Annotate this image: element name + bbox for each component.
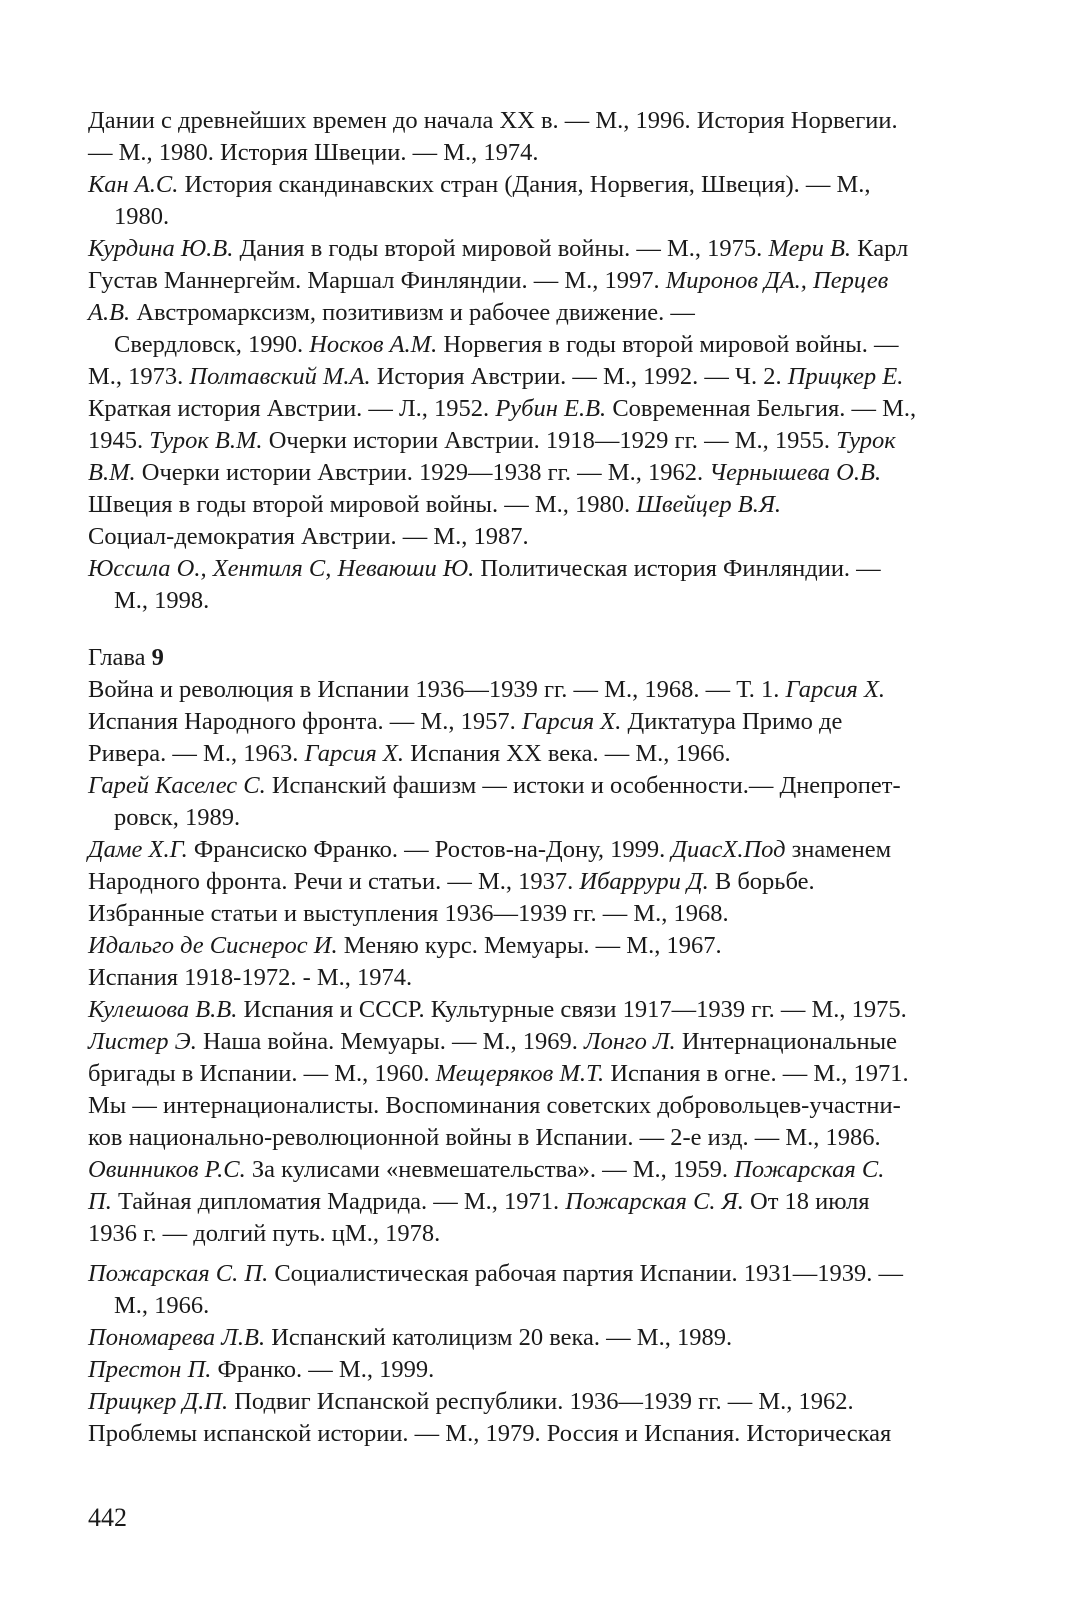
text-segment: знаменем bbox=[785, 836, 892, 863]
author-name: Носков А.М. bbox=[309, 331, 438, 358]
text-segment: История скандинавских стран (Дания, Норвегия, Швеция). — М., bbox=[178, 171, 871, 198]
author-name: П. bbox=[88, 1188, 112, 1215]
text-segment: Меняю курс. Мемуары. — М., 1967. bbox=[337, 932, 722, 959]
text-line bbox=[88, 1258, 993, 1290]
text-segment: Наша война. Мемуары. — М., 1969. bbox=[196, 1028, 585, 1055]
author-name: Чернышева О.В. bbox=[709, 459, 882, 486]
text-segment: Дании с древнейших времен до начала XX в. — М., 1996. История Норвегии. bbox=[88, 107, 898, 134]
text-segment: Социал-демократия Австрии. — М., 1987. bbox=[88, 523, 529, 550]
text-segment: ровск, 1989. bbox=[114, 804, 241, 831]
author-name: Мери В. bbox=[768, 235, 852, 262]
text-segment: В борьбе. bbox=[708, 868, 815, 895]
text-segment: Краткая история Австрии. — Л., 1952. bbox=[88, 395, 496, 422]
text-segment: М., 1966. bbox=[114, 1292, 210, 1319]
author-name: Гарсия X. bbox=[785, 676, 886, 703]
text-line bbox=[88, 297, 993, 329]
text-line bbox=[88, 1186, 993, 1218]
text-line bbox=[88, 866, 993, 898]
text-line bbox=[88, 1154, 993, 1186]
text-line bbox=[88, 265, 993, 297]
author-name: ДиасХ.Под bbox=[671, 836, 786, 863]
text-line bbox=[88, 1218, 993, 1250]
author-name: Пожарская С. П. bbox=[88, 1260, 269, 1287]
text-segment: 1936 г. — долгий путь. цМ., 1978. bbox=[88, 1220, 441, 1247]
author-name: Турок bbox=[836, 427, 896, 454]
author-name: Полтавский М.А. bbox=[189, 363, 371, 390]
text-line bbox=[88, 361, 993, 393]
author-name: Прицкер Е. bbox=[787, 363, 904, 390]
author-name: Рубин Е.В. bbox=[495, 395, 607, 422]
text-segment: История Австрии. — М., 1992. — Ч. 2. bbox=[370, 363, 788, 390]
text-segment: Очерки истории Австрии. 1918—1929 гг. — М., 1955. bbox=[262, 427, 837, 454]
author-name: Даме Х.Г. bbox=[88, 836, 188, 863]
text-segment: Испания 1918-1972. - М., 1974. bbox=[88, 964, 413, 991]
text-segment: Испания Народного фронта. — М., 1957. bbox=[88, 708, 522, 735]
author-name: Пожарская С. bbox=[734, 1156, 885, 1183]
text-segment: Испанский фашизм — истоки и особенности.— Днепропет- bbox=[265, 772, 901, 799]
text-segment: Подвиг Испанской республики. 1936—1939 гг. — М., 1962. bbox=[228, 1388, 854, 1415]
text-segment: Очерки истории Австрии. 1929—1938 гг. — М., 1962. bbox=[135, 459, 710, 486]
author-name: Кулешова В.В. bbox=[88, 996, 238, 1023]
text-line bbox=[88, 1322, 993, 1354]
page-number: 442 bbox=[88, 1503, 127, 1532]
author-name: Овинников Р.С. bbox=[88, 1156, 246, 1183]
text-segment: Тайная дипломатия Мадрида. — М., 1971. bbox=[111, 1188, 566, 1215]
text-line bbox=[88, 553, 993, 585]
author-name: Прицкер Д.П. bbox=[88, 1388, 229, 1415]
author-name: Швейцер В.Я. bbox=[636, 491, 782, 518]
text-segment: Свердловск, 1990. bbox=[114, 331, 310, 358]
text-segment: Современная Бельгия. — М., bbox=[606, 395, 917, 422]
text-line bbox=[88, 770, 993, 802]
text-line bbox=[88, 994, 993, 1026]
author-name: Турок В.М. bbox=[149, 427, 263, 454]
bibliography-text bbox=[88, 105, 993, 1450]
text-segment: Швеция в годы второй мировой войны. — М., 1980. bbox=[88, 491, 637, 518]
paragraph-gap bbox=[88, 1250, 993, 1258]
text-segment: За кулисами «невмешательства». — М., 1959. bbox=[245, 1156, 735, 1183]
author-name: Престон П. bbox=[88, 1356, 212, 1383]
chapter-number: 9 bbox=[151, 644, 164, 671]
text-segment: Народного фронта. Речи и статьи. — М., 1937. bbox=[88, 868, 580, 895]
author-name: Гарей Каселес С. bbox=[88, 772, 266, 799]
text-line bbox=[88, 1290, 993, 1322]
text-line bbox=[88, 201, 993, 233]
chapter-heading bbox=[88, 642, 993, 674]
text-segment: Карл bbox=[851, 235, 909, 262]
text-line bbox=[88, 521, 993, 553]
text-segment: Политическая история Финляндии. — bbox=[474, 555, 881, 582]
author-name: Миронов ДА., Перцев bbox=[665, 267, 889, 294]
text-segment: Война и революция в Испании 1936—1939 гг. — М., 1968. — Т. 1. bbox=[88, 676, 786, 703]
text-line bbox=[88, 1090, 993, 1122]
text-segment: Австромарксизм, позитивизм и рабочее движение. — bbox=[130, 299, 695, 326]
text-segment: Дания в годы второй мировой войны. — М., 1975. bbox=[233, 235, 769, 262]
author-name: Лонго Л. bbox=[584, 1028, 676, 1055]
text-segment: Социалистическая рабочая партия Испании. 1931—1939. — bbox=[268, 1260, 904, 1287]
author-name: Пономарева Л.В. bbox=[88, 1324, 266, 1351]
text-line bbox=[88, 1026, 993, 1058]
text-line bbox=[88, 137, 993, 169]
author-name: Гарсия X. bbox=[304, 740, 405, 767]
text-line bbox=[88, 105, 993, 137]
author-name: Кан А.С. bbox=[88, 171, 179, 198]
text-segment: Мы — интернационалисты. Воспоминания советских добровольцев-участни- bbox=[88, 1092, 901, 1119]
text-line bbox=[88, 489, 993, 521]
text-line bbox=[88, 425, 993, 457]
text-segment: М., 1973. bbox=[88, 363, 190, 390]
text-line bbox=[88, 1122, 993, 1154]
text-line bbox=[88, 393, 993, 425]
text-segment: 1980. bbox=[114, 203, 170, 230]
text-segment: Франсиско Франко. — Ростов-на-Дону, 1999. bbox=[187, 836, 672, 863]
text-line bbox=[88, 1418, 993, 1450]
text-segment: От 18 июля bbox=[743, 1188, 870, 1215]
text-segment: Испания и СССР. Культурные связи 1917—1939 гг. — М., 1975. bbox=[237, 996, 907, 1023]
text-line bbox=[88, 457, 993, 489]
text-segment: Интернациональные bbox=[675, 1028, 897, 1055]
text-segment: Испания в огне. — М., 1971. bbox=[604, 1060, 909, 1087]
text-line bbox=[88, 1058, 993, 1090]
author-name: Ибаррури Д. bbox=[579, 868, 709, 895]
author-name: Пожарская С. Я. bbox=[565, 1188, 744, 1215]
author-name: А.В. bbox=[88, 299, 131, 326]
text-segment: Испания XX века. — М., 1966. bbox=[404, 740, 731, 767]
text-line bbox=[88, 1386, 993, 1418]
text-segment: Густав Маннергейм. Маршал Финляндии. — М., 1997. bbox=[88, 267, 666, 294]
text-line bbox=[88, 169, 993, 201]
text-line bbox=[88, 834, 993, 866]
section-gap bbox=[88, 617, 993, 642]
text-segment: 1945. bbox=[88, 427, 150, 454]
author-name: В.М. bbox=[88, 459, 136, 486]
author-name: Идальго де Сиснерос И. bbox=[88, 932, 338, 959]
text-line bbox=[88, 674, 993, 706]
text-line bbox=[88, 898, 993, 930]
author-name: Листер Э. bbox=[88, 1028, 197, 1055]
author-name: Гарсия X. bbox=[521, 708, 622, 735]
author-name: Курдина Ю.В. bbox=[88, 235, 234, 262]
text-segment: — М., 1980. История Швеции. — М., 1974. bbox=[88, 139, 539, 166]
text-segment: Проблемы испанской истории. — М., 1979. Россия и Испания. Историческая bbox=[88, 1420, 892, 1447]
text-segment: Испанский католицизм 20 века. — М., 1989. bbox=[265, 1324, 733, 1351]
text-line bbox=[88, 329, 993, 361]
text-segment: Франко. — М., 1999. bbox=[211, 1356, 435, 1383]
text-line bbox=[88, 585, 993, 617]
author-name: Мещеряков М.Т. bbox=[435, 1060, 605, 1087]
text-segment: ков национально-революционной войны в Испании. — 2-е изд. — М., 1986. bbox=[88, 1124, 881, 1151]
author-name: Юссила О., Хентиля С, Неваюши Ю. bbox=[88, 555, 475, 582]
text-segment: Избранные статьи и выступления 1936—1939 гг. — М., 1968. bbox=[88, 900, 729, 927]
text-segment: М., 1998. bbox=[114, 587, 210, 614]
text-line bbox=[88, 962, 993, 994]
text-line bbox=[88, 1354, 993, 1386]
text-line bbox=[88, 802, 993, 834]
text-line bbox=[88, 930, 993, 962]
text-segment: Норвегия в годы второй мировой войны. — bbox=[437, 331, 899, 358]
text-segment: Глава bbox=[88, 644, 152, 671]
text-line bbox=[88, 233, 993, 265]
text-segment: бригады в Испании. — М., 1960. bbox=[88, 1060, 436, 1087]
text-segment: Ривера. — М., 1963. bbox=[88, 740, 305, 767]
text-line bbox=[88, 738, 993, 770]
text-line bbox=[88, 706, 993, 738]
text-segment: Диктатура Примо де bbox=[621, 708, 843, 735]
